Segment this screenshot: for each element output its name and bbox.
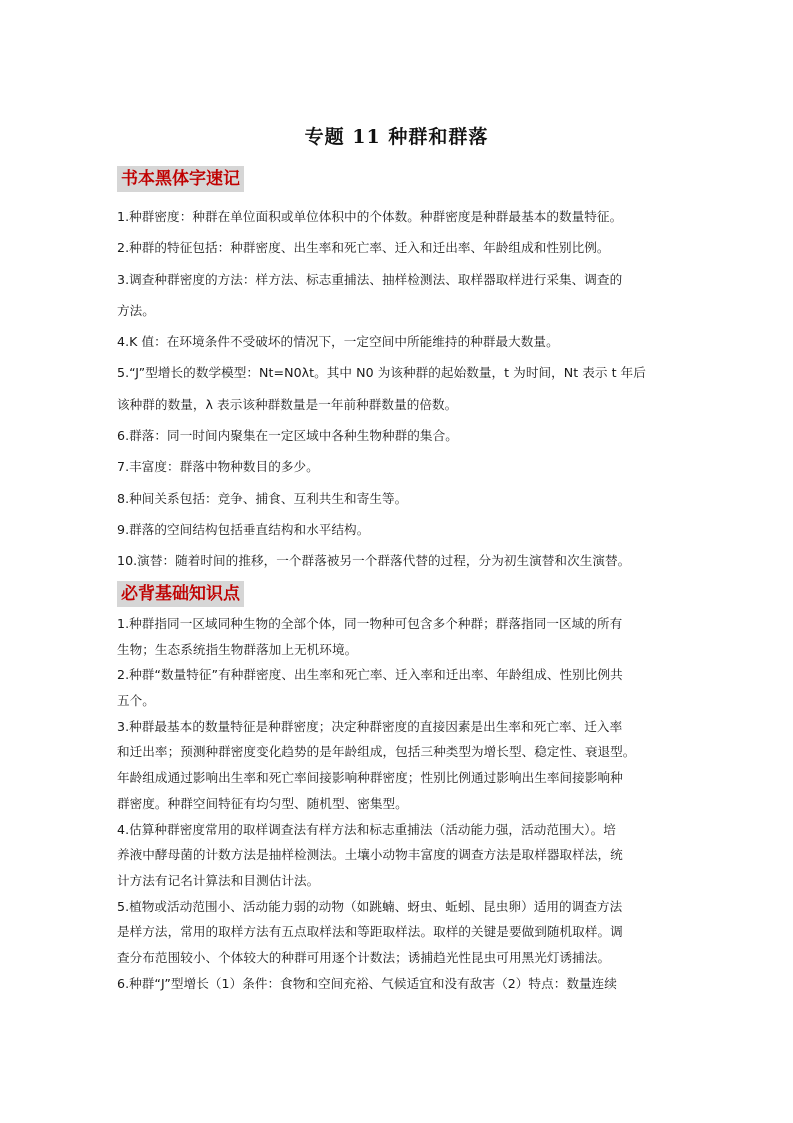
text-line: 1.种群指同一区域同种生物的全部个体，同一物种可包含多个种群；群落指同一区域的所有 <box>117 616 623 631</box>
text-line: 查分布范围较小、个体较大的种群可用逐个计数法；诱捕趋光性昆虫可用黑光灯诱捕法。 <box>117 949 611 965</box>
text-line: 和迁出率；预测种群密度变化趋势的是年龄组成，包括三种类型为增长型、稳定性、衰退型。 <box>117 744 636 760</box>
text-line: 方法。 <box>117 302 155 318</box>
text-line: 6.群落：同一时间内聚集在一定区域中各种生物种群的集合。 <box>117 428 458 444</box>
text-line: 8.种间关系包括：竞争、捕食、互利共生和寄生等。 <box>117 490 408 506</box>
text-line: 1.种群密度：种群在单位面积或单位体积中的个体数。种群密度是种群最基本的数量特征。 <box>117 209 623 224</box>
section-heading-basic-knowledge: 必背基础知识点 <box>117 581 244 607</box>
text-line: 5.“J”型增长的数学模型：Nt=N0λt。其中 N0 为该种群的起始数量，t 为时间，Nt 表示 t 年后 <box>117 365 646 381</box>
text-line: 10.演替：随着时间的推移，一个群落被另一个群落代替的过程，分为初生演替和次生演替。 <box>117 553 631 569</box>
text-line: 3.种群最基本的数量特征是种群密度；决定种群密度的直接因素是出生率和死亡率、迁入率 <box>117 718 623 734</box>
text-line: 是样方法，常用的取样方法有五点取样法和等距取样法。取样的关键是要做到随机取样。调 <box>117 924 623 940</box>
text-line: 该种群的数量，λ 表示该种群数量是一年前种群数量的倍数。 <box>117 396 458 412</box>
text-line: 2.种群“数量特征”有种群密度、出生率和死亡率、迁入率和迁出率、年龄组成、性别比例共 <box>117 667 623 683</box>
text-line: 7.丰富度：群落中物种数目的多少。 <box>117 459 319 475</box>
text-line: 年龄组成通过影响出生率和死亡率间接影响种群密度；性别比例通过影响出生率间接影响种 <box>117 770 623 786</box>
bold-text-memo-list <box>117 201 677 577</box>
text-line: 计方法有记名计算法和目测估计法。 <box>117 872 320 888</box>
text-line: 2.种群的特征包括：种群密度、出生率和死亡率、迁入和迁出率、年龄组成和性别比例。 <box>117 240 610 256</box>
text-line: 4.估算种群密度常用的取样调查法有样方法和标志重捕法（活动能力强，活动范围大）。培 <box>117 821 616 837</box>
text-line: 4.K 值：在环境条件不受破坏的情况下，一定空间中所能维持的种群最大数量。 <box>117 334 559 350</box>
basic-knowledge-list <box>117 611 677 996</box>
text-line: 群密度。种群空间特征有均匀型、随机型、密集型。 <box>117 795 408 811</box>
text-line: 养液中酵母菌的计数方法是抽样检测法。土壤小动物丰富度的调查方法是取样器取样法，统 <box>117 847 623 863</box>
section-heading-bold-text-memo: 书本黑体字速记 <box>117 166 244 192</box>
text-line: 9.群落的空间结构包括垂直结构和水平结构。 <box>117 521 370 537</box>
text-line: 6.种群“J”型增长（1）条件：食物和空间充裕、气候适宜和没有敌害（2）特点：数量连续 <box>117 975 617 991</box>
text-line: 5.植物或活动范围小、活动能力弱的动物（如跳蝻、蚜虫、蚯蚓、昆虫卵）适用的调查方法 <box>117 898 623 914</box>
text-line: 生物；生态系统指生物群落加上无机环境。 <box>117 641 358 657</box>
text-line: 五个。 <box>117 693 155 709</box>
text-line: 3.调查种群密度的方法：样方法、标志重捕法、抽样检测法、取样器取样进行采集、调查的 <box>117 271 623 287</box>
page-title: 专题 11 种群和群落 <box>304 126 489 148</box>
